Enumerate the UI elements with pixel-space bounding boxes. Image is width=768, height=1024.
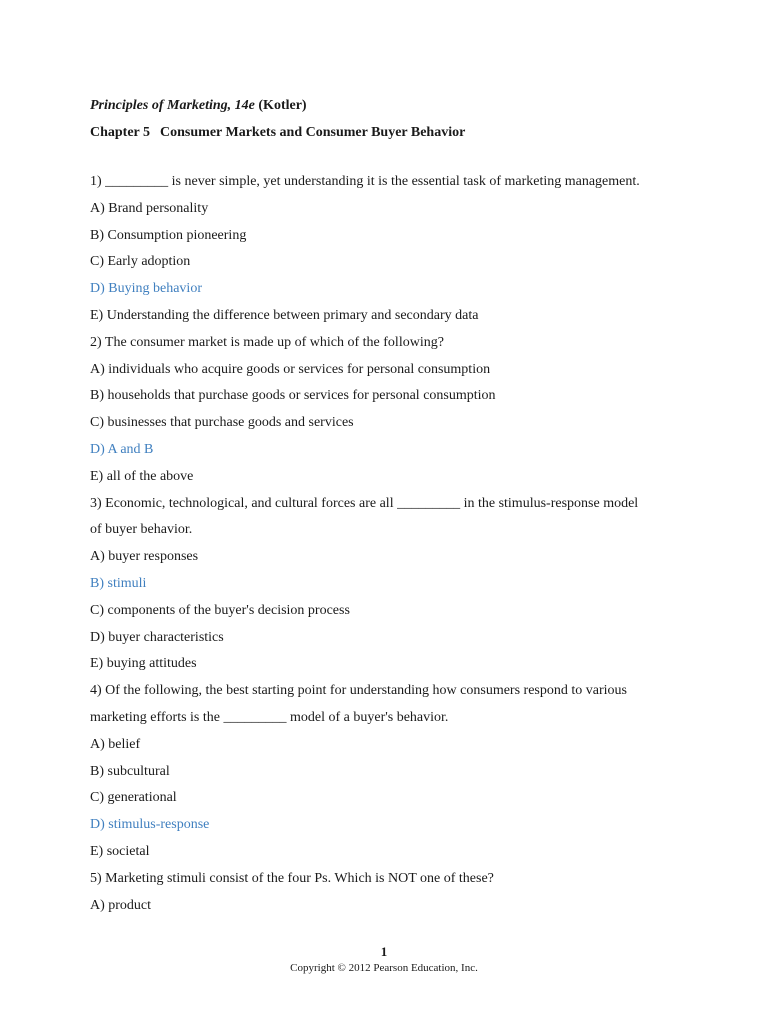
question-text-line: 2) The consumer market is made up of which of the following? <box>90 334 444 350</box>
question-text-line: 1) _________ is never simple, yet understanding it is the essential task of marketing management. <box>90 174 640 189</box>
question-text-line: A) buyer responses <box>90 549 199 565</box>
question-text-line: C) generational <box>90 790 177 806</box>
question-text-line: A) belief <box>90 736 141 752</box>
page-number: 1 <box>380 944 388 959</box>
book-title-line <box>90 92 710 119</box>
book-author: (Kotler) <box>254 98 307 113</box>
correct-answer-line: D) Buying behavior <box>90 281 202 297</box>
question-text-line: 4) Of the following, the best starting point for understanding how consumers respond to various <box>90 683 627 699</box>
question-text-line: 5) Marketing stimuli consist of the four Ps. Which is NOT one of these? <box>90 870 494 886</box>
chapter-title: Consumer Markets and Consumer Buyer Behavior <box>160 125 466 140</box>
chapter-label: Chapter 5 <box>90 125 151 140</box>
question-list <box>90 169 690 919</box>
book-title: Principles of Marketing, 14e <box>90 98 255 113</box>
question-text-line: B) Consumption pioneering <box>90 227 247 243</box>
question-text-line: 3) Economic, technological, and cultural forces are all _________ in the stimulus-response model <box>90 495 639 511</box>
question-text-line: B) subcultural <box>90 763 170 779</box>
question-text-line: E) Understanding the difference between primary and secondary data <box>90 307 479 323</box>
correct-answer-line: B) stimuli <box>90 575 147 591</box>
question-text-line: A) product <box>90 897 152 913</box>
question-text-line: E) all of the above <box>90 468 194 484</box>
copyright-notice: Copyright © 2012 Pearson Education, Inc. <box>290 962 478 974</box>
document-header <box>90 92 710 146</box>
question-text-line: marketing efforts is the _________ model of a buyer's behavior. <box>90 709 449 725</box>
question-text-line: D) buyer characteristics <box>90 629 224 645</box>
correct-answer-line: D) A and B <box>90 441 154 457</box>
question-text-line: C) businesses that purchase goods and services <box>90 415 354 431</box>
correct-answer-line: D) stimulus-response <box>90 817 210 833</box>
question-text-line: A) Brand personality <box>90 200 209 216</box>
question-text-line: E) buying attitudes <box>90 656 197 672</box>
chapter-heading <box>90 119 710 146</box>
question-text-line: C) components of the buyer's decision process <box>90 602 350 618</box>
question-text-line: of buyer behavior. <box>90 522 193 538</box>
question-text-line: C) Early adoption <box>90 254 191 270</box>
question-text-line: B) households that purchase goods or services for personal consumption <box>90 388 496 404</box>
question-text-line: E) societal <box>90 843 150 859</box>
question-text-line: A) individuals who acquire goods or services for personal consumption <box>90 361 491 377</box>
